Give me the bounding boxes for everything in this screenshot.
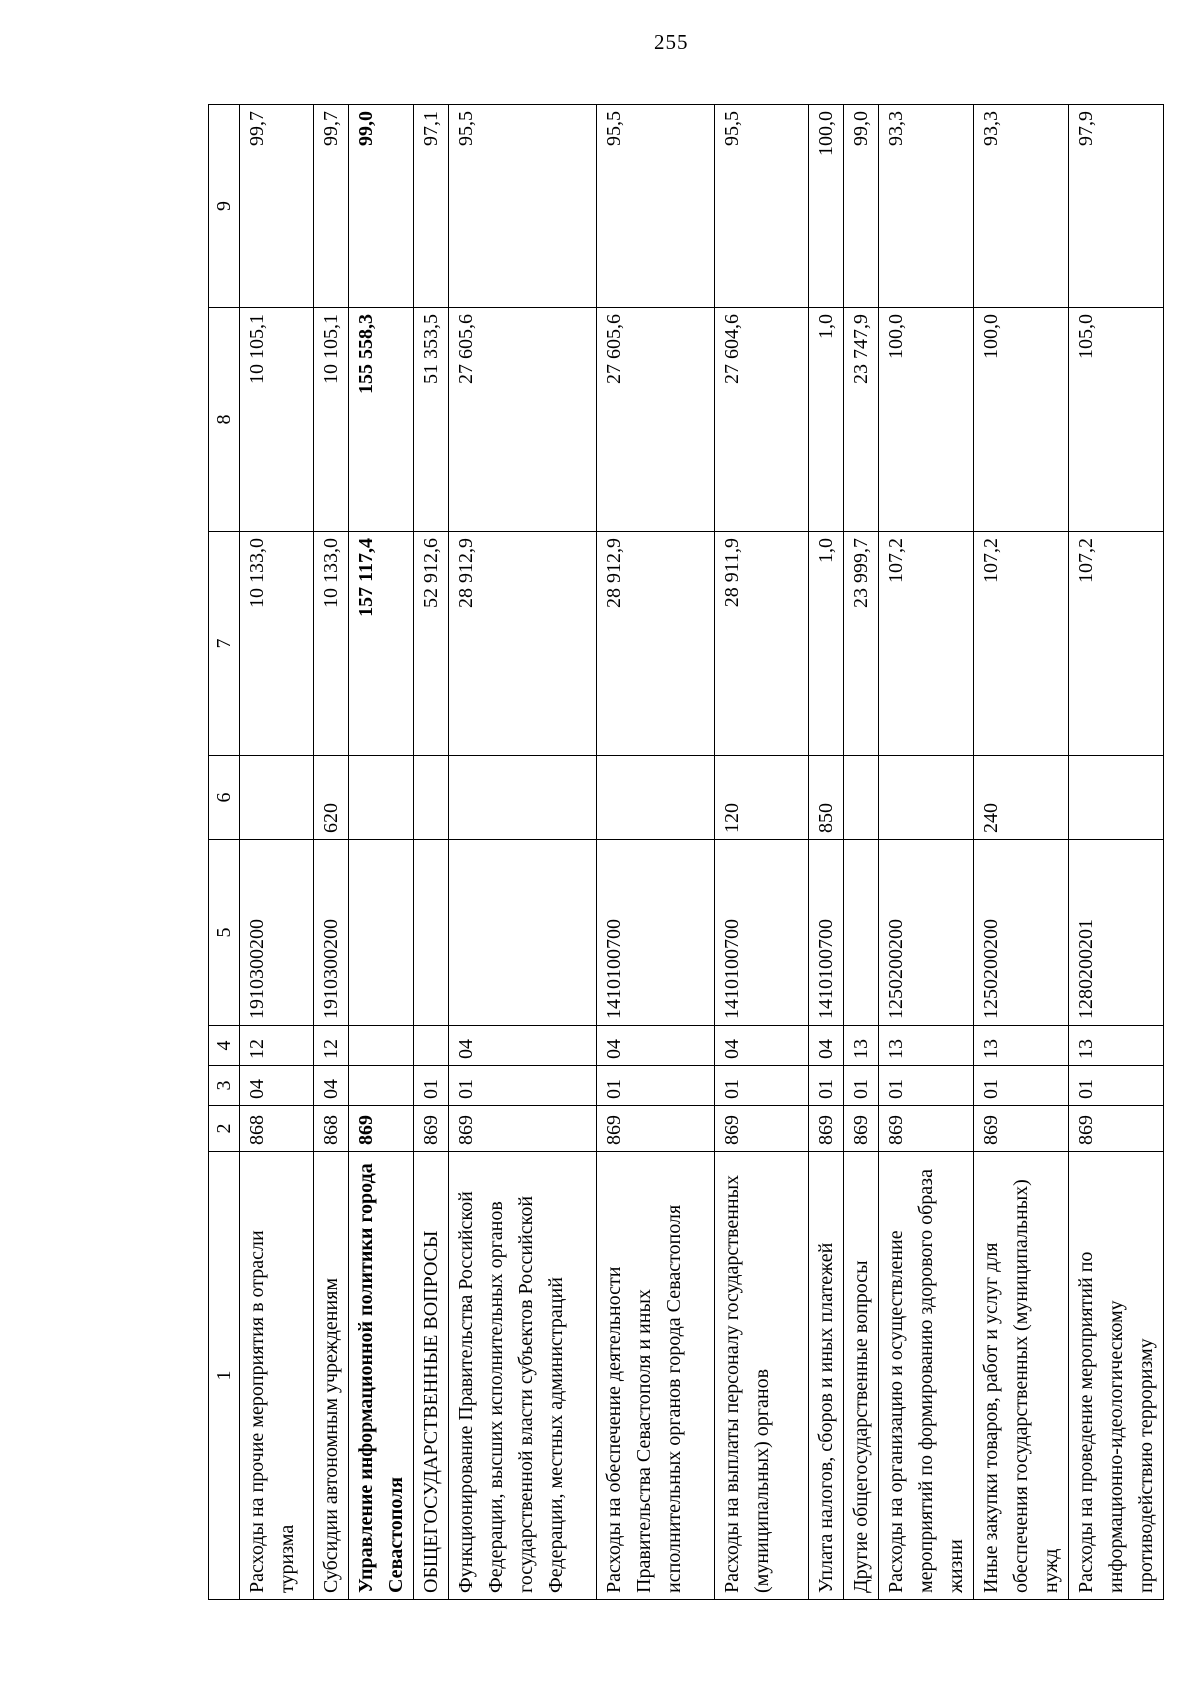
cell-c2: 869 <box>809 1106 844 1152</box>
row-name: Управление информационной политики города Севастополя <box>349 1152 414 1600</box>
cell-c2: 869 <box>449 1106 597 1152</box>
cell-c3: 01 <box>1069 1066 1164 1106</box>
cell-c6: 850 <box>809 756 844 840</box>
cell-c4: 04 <box>449 1026 597 1066</box>
cell-c3: 04 <box>240 1066 314 1106</box>
cell-c2: 869 <box>597 1106 715 1152</box>
cell-c5: 1410100700 <box>809 840 844 1026</box>
page-number: 255 <box>654 30 689 54</box>
cell-c5 <box>349 840 414 1026</box>
table-row <box>809 105 844 1600</box>
column-header: 8 <box>209 308 240 532</box>
row-name: Субсидии автономным учреждениям <box>314 1152 349 1600</box>
cell-c9: 99,7 <box>314 105 349 308</box>
cell-c3: 01 <box>974 1066 1069 1106</box>
cell-c4: 12 <box>240 1026 314 1066</box>
cell-c6 <box>879 756 974 840</box>
cell-c7: 1,0 <box>809 532 844 756</box>
cell-c3: 01 <box>715 1066 809 1106</box>
table-row <box>414 105 449 1600</box>
cell-c3: 01 <box>809 1066 844 1106</box>
cell-c9: 99,7 <box>240 105 314 308</box>
row-name: Другие общегосударственные вопросы <box>844 1152 879 1600</box>
column-header: 5 <box>209 840 240 1026</box>
column-header: 1 <box>209 1152 240 1600</box>
cell-c2: 869 <box>974 1106 1069 1152</box>
cell-c3: 01 <box>879 1066 974 1106</box>
cell-c6 <box>844 756 879 840</box>
cell-c7: 10 133,0 <box>240 532 314 756</box>
cell-c3: 01 <box>449 1066 597 1106</box>
cell-c8: 155 558,3 <box>349 308 414 532</box>
cell-c4: 04 <box>597 1026 715 1066</box>
cell-c7: 107,2 <box>1069 532 1164 756</box>
cell-c2: 868 <box>314 1106 349 1152</box>
cell-c9: 93,3 <box>974 105 1069 308</box>
cell-c2: 869 <box>844 1106 879 1152</box>
header-row <box>209 105 240 1600</box>
row-name: Иные закупки товаров, работ и услуг для обеспечения государственных (муниципальных) нужд <box>974 1152 1069 1600</box>
table-row <box>349 105 414 1600</box>
cell-c5: 1410100700 <box>715 840 809 1026</box>
cell-c6 <box>597 756 715 840</box>
table-row <box>449 105 597 1600</box>
cell-c8: 27 605,6 <box>597 308 715 532</box>
row-name: Уплата налогов, сборов и иных платежей <box>809 1152 844 1600</box>
cell-c6 <box>240 756 314 840</box>
cell-c5: 1280200201 <box>1069 840 1164 1026</box>
column-header: 6 <box>209 756 240 840</box>
cell-c5: 1250200200 <box>974 840 1069 1026</box>
cell-c8: 100,0 <box>879 308 974 532</box>
cell-c5 <box>414 840 449 1026</box>
table-row <box>879 105 974 1600</box>
table-row <box>715 105 809 1600</box>
cell-c9: 93,3 <box>879 105 974 308</box>
cell-c3: 04 <box>314 1066 349 1106</box>
cell-c7: 107,2 <box>879 532 974 756</box>
column-header: 7 <box>209 532 240 756</box>
cell-c8: 10 105,1 <box>240 308 314 532</box>
cell-c8: 10 105,1 <box>314 308 349 532</box>
cell-c6: 240 <box>974 756 1069 840</box>
cell-c9: 95,5 <box>715 105 809 308</box>
table-row <box>240 105 314 1600</box>
cell-c4: 12 <box>314 1026 349 1066</box>
cell-c6 <box>414 756 449 840</box>
cell-c4: 13 <box>974 1026 1069 1066</box>
column-header: 4 <box>209 1026 240 1066</box>
column-header: 9 <box>209 105 240 308</box>
cell-c6: 620 <box>314 756 349 840</box>
table-row <box>597 105 715 1600</box>
cell-c9: 99,0 <box>349 105 414 308</box>
cell-c9: 97,1 <box>414 105 449 308</box>
table-row <box>974 105 1069 1600</box>
cell-c8: 1,0 <box>809 308 844 532</box>
cell-c7: 23 999,7 <box>844 532 879 756</box>
cell-c9: 100,0 <box>809 105 844 308</box>
cell-c7: 52 912,6 <box>414 532 449 756</box>
cell-c3: 01 <box>844 1066 879 1106</box>
cell-c3: 01 <box>414 1066 449 1106</box>
row-name: Функционирование Правительства Российской Федерации, высших исполнительных органов государственной власти субъектов Российской Федерации, местных администраций <box>449 1152 597 1600</box>
cell-c7: 28 912,9 <box>597 532 715 756</box>
cell-c8: 51 353,5 <box>414 308 449 532</box>
cell-c5: 1910300200 <box>240 840 314 1026</box>
column-header: 3 <box>209 1066 240 1106</box>
cell-c2: 868 <box>240 1106 314 1152</box>
row-name: Расходы на прочие мероприятия в отрасли туризма <box>240 1152 314 1600</box>
cell-c7: 10 133,0 <box>314 532 349 756</box>
cell-c7: 157 117,4 <box>349 532 414 756</box>
cell-c8: 27 604,6 <box>715 308 809 532</box>
cell-c5: 1250200200 <box>879 840 974 1026</box>
cell-c6: 120 <box>715 756 809 840</box>
cell-c7: 28 912,9 <box>449 532 597 756</box>
table-row <box>1069 105 1164 1600</box>
cell-c2: 869 <box>879 1106 974 1152</box>
cell-c8: 23 747,9 <box>844 308 879 532</box>
cell-c2: 869 <box>349 1106 414 1152</box>
cell-c2: 869 <box>414 1106 449 1152</box>
column-header: 2 <box>209 1106 240 1152</box>
cell-c9: 97,9 <box>1069 105 1164 308</box>
cell-c8: 105,0 <box>1069 308 1164 532</box>
cell-c9: 99,0 <box>844 105 879 308</box>
cell-c4: 04 <box>715 1026 809 1066</box>
cell-c8: 27 605,6 <box>449 308 597 532</box>
row-name: ОБЩЕГОСУДАРСТВЕННЫЕ ВОПРОСЫ <box>414 1152 449 1600</box>
cell-c3: 01 <box>597 1066 715 1106</box>
cell-c6 <box>1069 756 1164 840</box>
table-row <box>844 105 879 1600</box>
cell-c6 <box>349 756 414 840</box>
row-name: Расходы на организацию и осуществление мероприятий по формированию здорового образа жизни <box>879 1152 974 1600</box>
budget-table <box>208 104 1164 1600</box>
cell-c4: 04 <box>809 1026 844 1066</box>
cell-c4: 13 <box>1069 1026 1164 1066</box>
cell-c2: 869 <box>715 1106 809 1152</box>
cell-c6 <box>449 756 597 840</box>
cell-c5 <box>449 840 597 1026</box>
cell-c7: 28 911,9 <box>715 532 809 756</box>
cell-c4: 13 <box>879 1026 974 1066</box>
table-row <box>314 105 349 1600</box>
cell-c4 <box>349 1026 414 1066</box>
cell-c3 <box>349 1066 414 1106</box>
row-name: Расходы на проведение мероприятий по информационно-идеологическому противодействию терроризму <box>1069 1152 1164 1600</box>
cell-c8: 100,0 <box>974 308 1069 532</box>
cell-c5: 1410100700 <box>597 840 715 1026</box>
cell-c9: 95,5 <box>449 105 597 308</box>
cell-c2: 869 <box>1069 1106 1164 1152</box>
rotated-table-container <box>208 105 1157 1600</box>
cell-c5: 1910300200 <box>314 840 349 1026</box>
cell-c9: 95,5 <box>597 105 715 308</box>
cell-c7: 107,2 <box>974 532 1069 756</box>
cell-c4: 13 <box>844 1026 879 1066</box>
row-name: Расходы на выплаты персоналу государственных (муниципальных) органов <box>715 1152 809 1600</box>
cell-c5 <box>844 840 879 1026</box>
row-name: Расходы на обеспечение деятельности Правительства Севастополя и иных исполнительных органов города Севастополя <box>597 1152 715 1600</box>
cell-c4 <box>414 1026 449 1066</box>
